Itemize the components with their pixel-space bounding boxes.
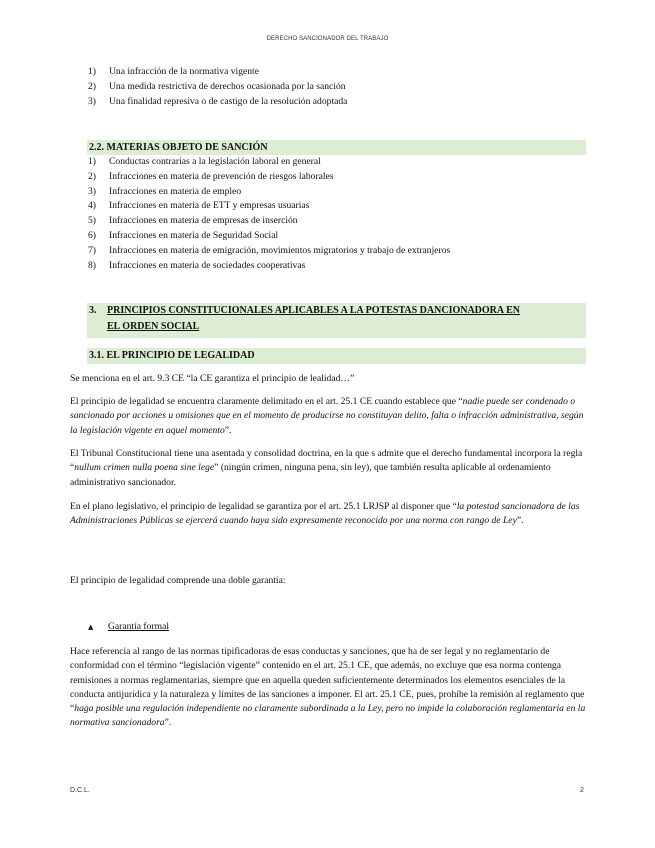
footer-author: D.C.L. [70, 787, 90, 794]
materias-list [88, 155, 450, 273]
list-item: 3) Una finalidad represiva o de castigo de la resolución adoptada [88, 95, 348, 107]
section-heading-3-1: 3.1. EL PRINCIPIO DE LEGALIDAD [87, 348, 586, 364]
paragraph-tribunal-constitucional: El Tribunal Constitucional tiene una asentada y consolidad doctrina, en la que s admite que el derecho fundamental incorpora la regla “nullum crimen nulla poena sine lege” (ningún crimen, ninguna pena, sin ley), que también resulta aplicable al ordenamiento administrativo sancionador. [70, 448, 583, 488]
list-item: 4) Infracciones en materia de ETT y empresas usuarias [88, 200, 310, 212]
running-header: DERECHO SANCIONADOR DEL TRABAJO [266, 36, 389, 42]
list-item: 5) Infracciones en materia de empresas de inserción [88, 215, 298, 227]
consequences-list [88, 65, 347, 109]
section-heading-3 [87, 303, 586, 338]
paragraph-art-9-3: Se menciona en el art. 9.3 CE “la CE garantiza el principio de lealidad…” [70, 373, 355, 384]
list-item: 6) Infracciones en materia de Seguridad Social [88, 229, 279, 241]
paragraph-lrjsp: En el plano legislativo, el principio de legalidad se garantiza por el art. 25.1 LRJSP al disponer que “la potestad sancionadora de las Administraciones Públicas se ejercerá cuando haya sido expresamente reconocido por una norma con rango de Ley”. [70, 501, 580, 527]
paragraph-doble-garantia: El principio de legalidad comprende una doble garantía: [70, 575, 286, 586]
list-item: 7) Infracciones en materia de emigración, movimientos migratorios y trabajo de extranjeros [88, 244, 451, 256]
list-item: 3) Infracciones en materia de empleo [88, 185, 242, 197]
list-item: 1) Conductas contrarias a la legislación laboral en general [88, 156, 321, 167]
list-item: 1) Una infracción de la normativa vigente [88, 66, 259, 77]
bullet-garantia-formal: ▲ Garantía formal [88, 621, 169, 632]
page-number: 2 [580, 787, 584, 794]
list-item: 2) Infracciones en materia de prevención de riesgos laborales [88, 170, 334, 182]
section-heading-2-2: 2.2. MATERIAS OBJETO DE SANCIÓN [87, 140, 586, 155]
paragraph-art-25-1: El principio de legalidad se encuentra claramente delimitado en el art. 25.1 CE cuando establece que “nadie puede ser condenado o sancionado por acciones u omisiones que en el momento de producirse no constituyan delito, falta o infracción administrativa, según la legislación vigente en aquel momento”. [70, 396, 584, 436]
triangle-bullet-icon: ▲ [88, 623, 94, 631]
section-heading-3-line1: 3. PRINCIPIOS CONSTITUCIONALES APLICABLES A LA POTESTAS DANCIONADORA EN [89, 305, 520, 316]
list-item: 2) Una medida restrictiva de derechos ocasionada por la sanción [88, 80, 346, 92]
section-heading-3-line2: EL ORDEN SOCIAL [107, 321, 200, 332]
list-item: 8) Infracciones en materia de sociedades cooperativas [88, 259, 306, 271]
paragraph-garantia-formal: Hace referencia al rango de las normas tipificadoras de esas conductas y sanciones, que ha de ser legal y no reglamentario de conformidad con el término “legislación vigente” contenido en el art. 25.1 CE, que además, no excluye que esa norma contenga remisiones a normas reglamentarias, siempre que en aquella queden suficientemente determinados los elementos esenciales de la conducta antijurídica y la naturaleza y límites de las sanciones a imponer. El art. 25.1 CE, pues, prohíbe la remisión al reglamento que “haga posible una regulación independiente no claramente subordinada a la Ley, pero no impide la colaboración reglamentaria en la normativa sancionadora”. [70, 646, 586, 729]
